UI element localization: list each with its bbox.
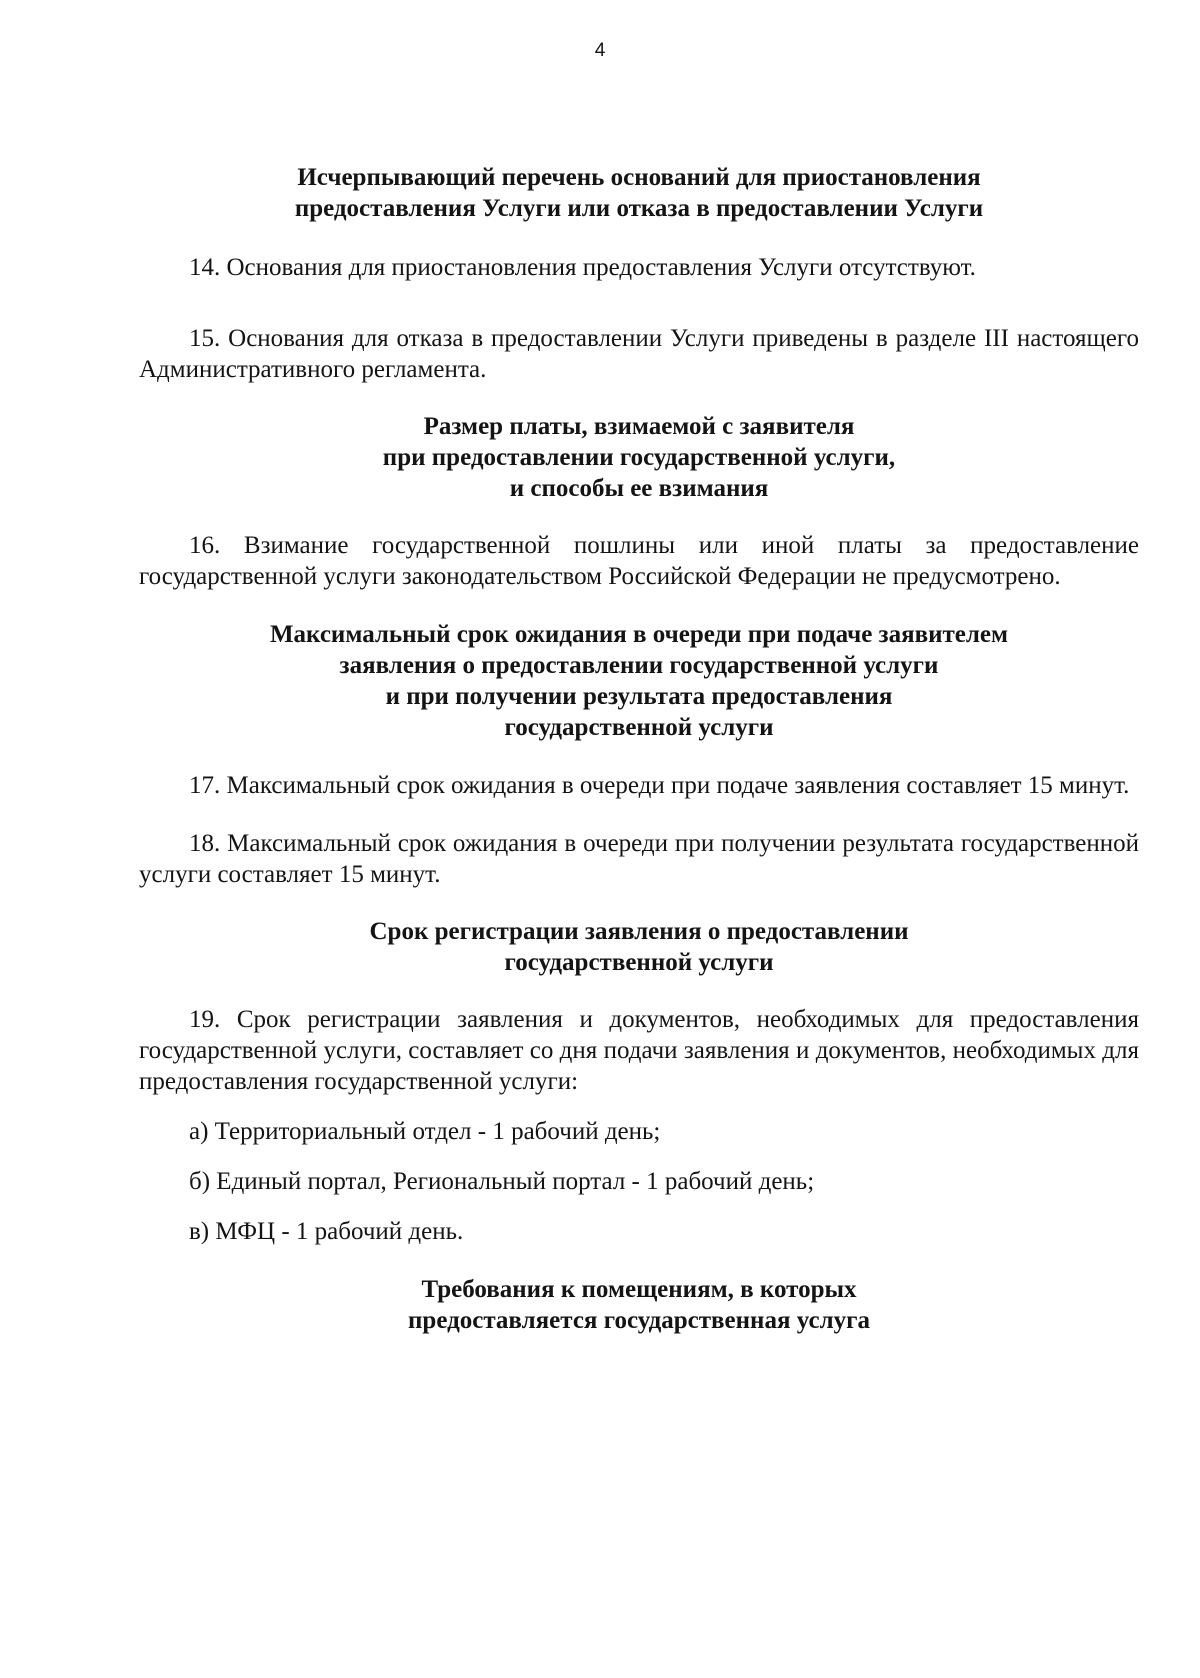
list-item-b: б) Единый портал, Региональный портал - 1 рабочий день; bbox=[189, 1168, 815, 1195]
paragraph-19: 19. Срок регистрации заявления и документов, необходимых для предоставления государственной услуги, составляет со дня подачи заявления и документов, необходимых для предоставления государственной услуги: bbox=[139, 1006, 1139, 1095]
heading-line: Размер платы, взимаемой с заявителя bbox=[423, 413, 855, 440]
heading-line: при предоставлении государственной услуги, bbox=[382, 444, 896, 471]
paragraph-16: 16. Взимание государственной пошлины или иной платы за предоставление государственной услуги законодательством Российской Федерации не предусмотрено. bbox=[139, 532, 1139, 590]
section-heading-fee bbox=[139, 411, 1139, 504]
section-heading-registration bbox=[139, 916, 1139, 978]
page-number: 4 bbox=[594, 40, 606, 61]
list-item-a: а) Территориальный отдел - 1 рабочий день; bbox=[189, 1118, 661, 1145]
section-heading-waiting-time bbox=[139, 619, 1139, 743]
section-heading-premises bbox=[139, 1274, 1139, 1336]
heading-line: предоставления Услуги или отказа в предоставлении Услуги bbox=[294, 195, 984, 222]
document-body bbox=[139, 162, 1139, 1336]
list-item-c: в) МФЦ - 1 рабочий день. bbox=[189, 1218, 464, 1245]
heading-line: государственной услуги bbox=[504, 714, 774, 741]
section-heading-grounds bbox=[139, 162, 1139, 224]
heading-line: Требования к помещениям, в которых bbox=[421, 1276, 857, 1303]
heading-line: и способы ее взимания bbox=[509, 475, 769, 502]
heading-line: предоставляется государственная услуга bbox=[408, 1307, 870, 1334]
paragraph-15: 15. Основания для отказа в предоставлении Услуги приведены в разделе III настоящего Административного регламента. bbox=[139, 325, 1139, 383]
heading-line: Исчерпывающий перечень оснований для приостановления bbox=[297, 164, 981, 191]
heading-line: заявления о предоставлении государственной услуги bbox=[339, 652, 939, 679]
heading-line: Максимальный срок ожидания в очереди при подаче заявителем bbox=[269, 621, 1009, 648]
paragraph-18: 18. Максимальный срок ожидания в очереди при получении результата государственной услуги составляет 15 минут. bbox=[139, 830, 1139, 888]
heading-line: и при получении результата предоставления bbox=[385, 683, 893, 710]
paragraph-14: 14. Основания для приостановления предоставления Услуги отсутствуют. bbox=[189, 254, 976, 281]
paragraph-17: 17. Максимальный срок ожидания в очереди при подаче заявления составляет 15 минут. bbox=[189, 772, 1130, 799]
heading-line: государственной услуги bbox=[504, 949, 774, 976]
heading-line: Срок регистрации заявления о предоставлении bbox=[369, 918, 909, 945]
